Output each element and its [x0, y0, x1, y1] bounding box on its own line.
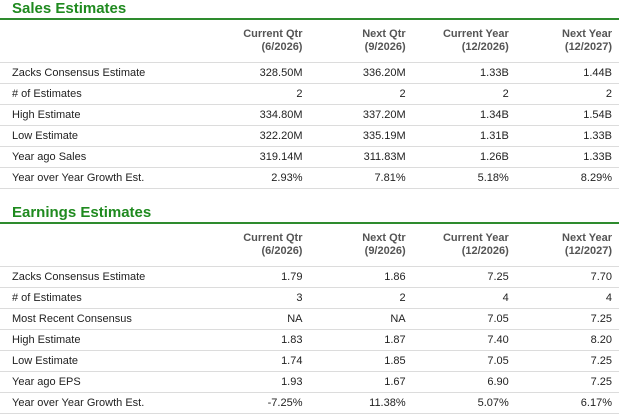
- cell-value: 1.67: [309, 372, 412, 393]
- cell-value: 8.29%: [516, 168, 619, 189]
- cell-value: 7.05: [413, 351, 516, 372]
- cell-value: 1.93: [206, 372, 309, 393]
- cell-value: 3: [206, 288, 309, 309]
- cell-value: 1.83: [206, 330, 309, 351]
- cell-value: 1.44B: [516, 63, 619, 84]
- table-row: [0, 126, 619, 147]
- cell-value: 1.86: [309, 267, 412, 288]
- cell-value: 319.14M: [206, 147, 309, 168]
- cell-value: 1.74: [206, 351, 309, 372]
- column-header-current-qtr: [206, 232, 309, 267]
- header-blank-cell: [0, 232, 206, 267]
- column-header-next-year: [516, 232, 619, 267]
- sales-estimates-section: [0, 0, 619, 189]
- cell-value: 1.85: [309, 351, 412, 372]
- table-row: [0, 105, 619, 126]
- column-header-period: (12/2026): [461, 41, 509, 53]
- cell-value: 1.33B: [516, 147, 619, 168]
- cell-value: 7.81%: [309, 168, 412, 189]
- cell-value: 336.20M: [309, 63, 412, 84]
- cell-value: 334.80M: [206, 105, 309, 126]
- column-header-name: Next Qtr: [362, 28, 406, 40]
- table-header-row: [0, 232, 619, 267]
- row-label: Low Estimate: [0, 351, 206, 372]
- cell-value: 8.20: [516, 330, 619, 351]
- column-header-next-qtr: [309, 28, 412, 63]
- cell-value: 2: [516, 84, 619, 105]
- cell-value: 328.50M: [206, 63, 309, 84]
- row-label: High Estimate: [0, 105, 206, 126]
- sales-estimates-table: [0, 28, 619, 189]
- cell-value: 2: [413, 84, 516, 105]
- column-header-period: (12/2027): [564, 245, 612, 257]
- row-label: High Estimate: [0, 330, 206, 351]
- cell-value: 7.25: [516, 351, 619, 372]
- cell-value: 2: [206, 84, 309, 105]
- row-label: # of Estimates: [0, 288, 206, 309]
- earnings-estimates-section: [0, 204, 619, 414]
- cell-value: 7.40: [413, 330, 516, 351]
- cell-value: 7.05: [413, 309, 516, 330]
- row-label: Most Recent Consensus: [0, 309, 206, 330]
- cell-value: 322.20M: [206, 126, 309, 147]
- table-row: [0, 147, 619, 168]
- table-row: [0, 372, 619, 393]
- cell-value: 5.18%: [413, 168, 516, 189]
- cell-value: 7.25: [516, 309, 619, 330]
- cell-value: 7.25: [516, 372, 619, 393]
- column-header-name: Current Year: [442, 232, 509, 244]
- earnings-estimates-title: Earnings Estimates: [12, 204, 152, 221]
- table-row: [0, 309, 619, 330]
- cell-value: 7.70: [516, 267, 619, 288]
- cell-value: 4: [516, 288, 619, 309]
- cell-value: 11.38%: [309, 393, 412, 414]
- cell-value: 2: [309, 84, 412, 105]
- cell-value: 1.79: [206, 267, 309, 288]
- row-label: Low Estimate: [0, 126, 206, 147]
- row-label: Year ago EPS: [0, 372, 206, 393]
- cell-value: 1.54B: [516, 105, 619, 126]
- cell-value: 2: [309, 288, 412, 309]
- row-label: Zacks Consensus Estimate: [0, 267, 206, 288]
- table-row: [0, 351, 619, 372]
- header-blank-cell: [0, 28, 206, 63]
- cell-value: 337.20M: [309, 105, 412, 126]
- row-label: Year over Year Growth Est.: [0, 168, 206, 189]
- row-label: Year ago Sales: [0, 147, 206, 168]
- column-header-current-qtr: [206, 28, 309, 63]
- column-header-current-year: [413, 232, 516, 267]
- column-header-period: (12/2027): [564, 41, 612, 53]
- cell-value: 1.33B: [413, 63, 516, 84]
- cell-value: 2.93%: [206, 168, 309, 189]
- column-header-name: Next Year: [562, 28, 612, 40]
- cell-value: 4: [413, 288, 516, 309]
- column-header-period: (9/2026): [364, 245, 406, 257]
- table-header-row: [0, 28, 619, 63]
- column-header-period: (6/2026): [261, 245, 303, 257]
- row-label: Year over Year Growth Est.: [0, 393, 206, 414]
- table-row: [0, 330, 619, 351]
- earnings-estimates-table: [0, 232, 619, 414]
- table-row: [0, 63, 619, 84]
- cell-value: 1.26B: [413, 147, 516, 168]
- cell-value: 7.25: [413, 267, 516, 288]
- sales-estimates-title: Sales Estimates: [12, 0, 127, 17]
- table-row: [0, 288, 619, 309]
- cell-value: 311.83M: [309, 147, 412, 168]
- cell-value: 6.90: [413, 372, 516, 393]
- column-header-next-qtr: [309, 232, 412, 267]
- cell-value: 1.87: [309, 330, 412, 351]
- column-header-next-year: [516, 28, 619, 63]
- cell-value: 6.17%: [516, 393, 619, 414]
- cell-value: -7.25%: [206, 393, 309, 414]
- column-header-current-year: [413, 28, 516, 63]
- cell-value: 335.19M: [309, 126, 412, 147]
- column-header-name: Current Qtr: [243, 232, 303, 244]
- row-label: # of Estimates: [0, 84, 206, 105]
- column-header-period: (12/2026): [461, 245, 509, 257]
- table-row: [0, 267, 619, 288]
- table-row: [0, 168, 619, 189]
- column-header-name: Current Qtr: [243, 28, 303, 40]
- cell-value: 1.34B: [413, 105, 516, 126]
- cell-value: 1.33B: [516, 126, 619, 147]
- cell-value: NA: [206, 309, 309, 330]
- column-header-period: (6/2026): [261, 41, 303, 53]
- column-header-name: Next Qtr: [362, 232, 406, 244]
- column-header-name: Next Year: [562, 232, 612, 244]
- row-label: Zacks Consensus Estimate: [0, 63, 206, 84]
- cell-value: 1.31B: [413, 126, 516, 147]
- table-row: [0, 393, 619, 414]
- column-header-period: (9/2026): [364, 41, 406, 53]
- column-header-name: Current Year: [442, 28, 509, 40]
- cell-value: NA: [309, 309, 412, 330]
- table-row: [0, 84, 619, 105]
- cell-value: 5.07%: [413, 393, 516, 414]
